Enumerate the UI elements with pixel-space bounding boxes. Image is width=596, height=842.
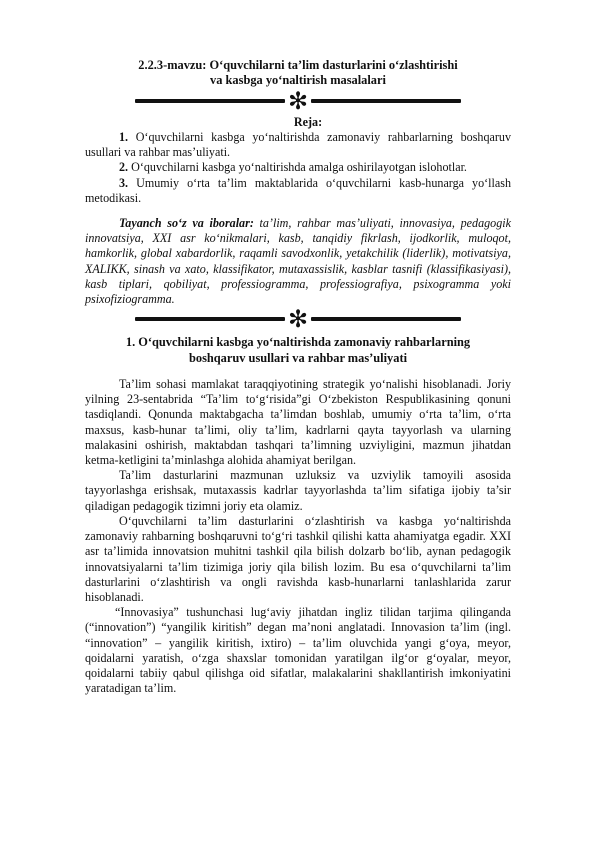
section-heading-line1: 1. O‘quvchilarni kasbga yo‘naltirishda zamonaviy rahbarlarning [125, 335, 471, 350]
ornamental-divider [85, 86, 511, 115]
body-paragraph: Ta’lim dasturlarini mazmunan uzluksiz va uzviylik tamoyili asosida tayyorlashga erishsak, mutaxassis kadrlar tayyorlashda ta’lim sifatiga ijobiy ta’sir qiladigan pedagogik tizimni joriy eta olamiz. [85, 468, 511, 513]
topic-title-line1: 2.2.3-mavzu: O‘quvchilarni ta’lim dasturlarini o‘zlashtirishi [138, 58, 458, 72]
keywords-label: Tayanch so‘z va iboralar: [119, 216, 254, 231]
plan-item: 2. O‘quvchilarni kasbga yo‘naltirishda amalga oshirilayotgan islohotlar. [119, 160, 467, 175]
keywords-list: ta’lim, rahbar mas’uliyati, innovasiya, pedagogik innovatsiya, XXI asr ko‘nikmalari, kasb, tanqidiy fikrlash, ijodkorlik, muloqot, hamkorlik, global xabardorlik, raqamli savodxonlik, yetakchilik (liderlik), motivatsiya, XALIKK, sinash va xato, klassifikator, mutaxassislik, kasblar tasnifi (klassifikasiyasi), kasb tiplari, qobiliyat, professiogramma, professiografiya, psixogramma yoki psixofiziogramma. [85, 216, 511, 307]
divider-bar-left [135, 99, 285, 103]
asterisk-ornament-icon: ✻ [287, 86, 309, 115]
plan-item: 3. Umumiy o‘rta ta’lim maktablarida o‘quvchilarni kasb-hunarga yo‘llash metodikasi. [85, 175, 511, 205]
plan-heading: Reja: [293, 114, 323, 129]
section-heading [85, 335, 511, 366]
section-heading-line2: boshqaruv usullari va rahbar mas’uliyati [188, 350, 408, 365]
plan-item: 1. O‘quvchilarni kasbga yo‘naltirishda zamonaviy rahbarlarning boshqaruv usullari va rahbar mas’uliyati. [85, 130, 511, 160]
topic-title-line2: va kasbga yo‘naltirish masalalari [210, 73, 386, 88]
body-paragraph: “Innovasiya” tushunchasi lug‘aviy jihatdan ingliz tilidan tarjima qilinganda (“innovation”) “yangilik kiritish” degan ma’noni anglatadi. Innovasion ta’lim (ingl. “innovation” – yangilik kiritish, ixtiro) – ta’lim oluvchida yangi g‘oya, meyor, qoidalarni yaratish, o‘zga shaxslar tomonidan yaratilgan ilg‘or g‘oyalar, meyor, qoidalarni tabiiy qabul qilishga oid sifatlar, malakalarini shakllantirish imkoniyatini yaratadigan ta’lim. [85, 605, 511, 696]
ornamental-divider [85, 305, 511, 334]
divider-bar-left [135, 317, 285, 321]
document-page [85, 58, 511, 696]
divider-bar-right [311, 99, 461, 103]
divider-bar-right [311, 317, 461, 321]
body-paragraph: Ta’lim sohasi mamlakat taraqqiyotining strategik yo‘nalishi hisoblanadi. Joriy yilning 23-sentabrida “Ta’lim to‘g‘risida”gi O‘zbekiston Respublikasining qonuni tasdiqlandi. Qonunda maktabgacha ta’limdan boshlab, umumiy o‘rta ta’lim, o‘rta maxsus, kasb-hunar ta’limi, oliy ta’lim, kadrlarni qayta tayyorlash va ularning malakasini oshirish, maktabdan tashqari ta’limning uzviyligini, mazmun jihatdan ketma-ketligini ta’minlashga alohida ahamiyat berilgan. [85, 377, 511, 468]
body-paragraph: O‘quvchilarni ta’lim dasturlarini o‘zlashtirish va kasbga yo‘naltirishda zamonaviy rahbarning boshqaruvni to‘g‘ri tashkil qilishi katta ahamiyatga egadir. XXI asr ta’limida innovatsion muhitni tashkil qila bilish dolzarb bo‘lib, aynan pedagogik innovatsiyalarni ta’lim tizimiga joriy qila bilish lozim. Bu esa o‘quvchilarni ta’lim dasturlarini o‘zlashtirish va ongli ravishda kasb-hunarlarni tanlashlarida zarur hisoblanadi. [85, 513, 511, 604]
asterisk-ornament-icon: ✻ [287, 305, 309, 334]
keywords-paragraph [85, 216, 511, 307]
topic-title [85, 58, 511, 89]
